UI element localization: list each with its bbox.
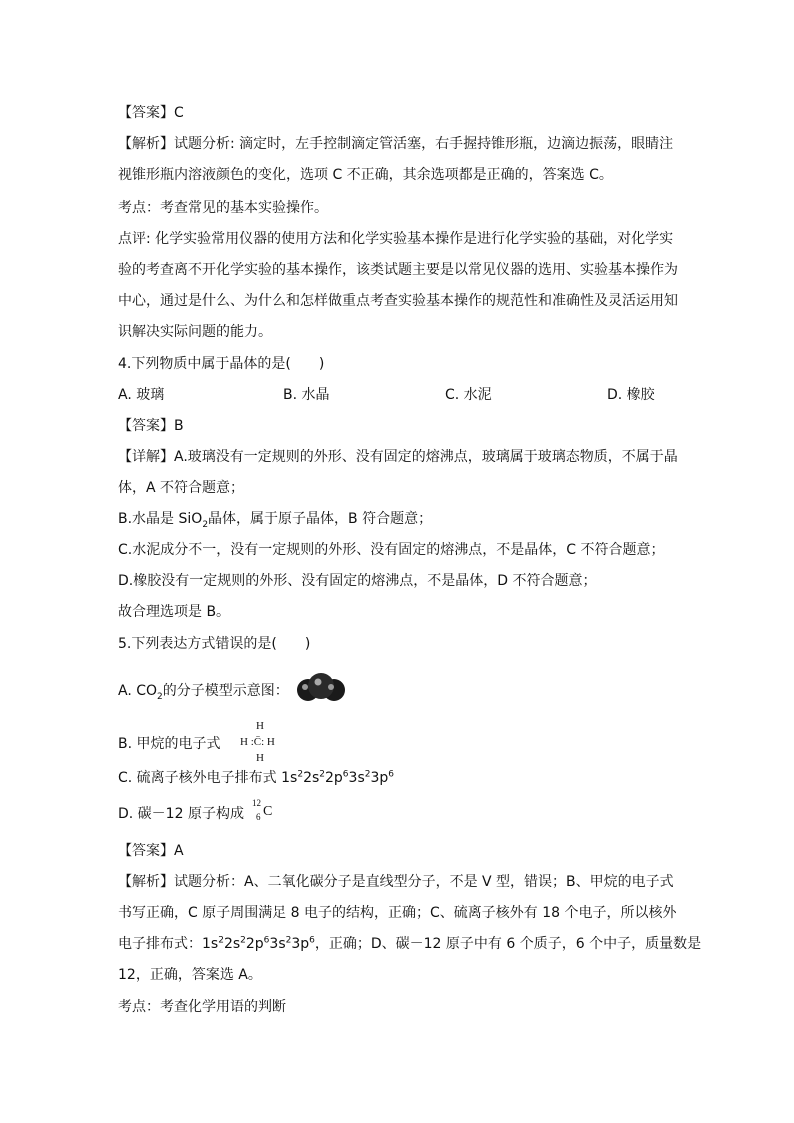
q4-option-d: D. 橡胶: [607, 387, 655, 403]
q4-detail-c: C.水泥成分不一，没有一定规则的外形、没有固定的熔沸点，不是晶体，C 不符合题意；: [118, 542, 665, 558]
q5-analysis-line-3-post: ，正确；D、碳－12 原子中有 6 个质子，6 个中子，质量数是: [314, 936, 702, 952]
electron-config-part: 2: [297, 769, 304, 780]
q3-analysis-line-2: 视锥形瓶内溶液颜色的变化，选项 C 不正确，其余选项都是正确的，答案选 C。: [118, 167, 613, 183]
q5-analysis-line-2: 书写正确，C 原子周围满足 8 电子的结构，正确；C、硫离子核外有 18 个电子，所以核外: [118, 905, 677, 921]
q5-analysis-line-1: 【解析】试题分析：A、二氧化碳分子是直线型分子，不是 V 型，错误；B、甲烷的电子式: [118, 874, 674, 890]
q4-answer: 【答案】B: [118, 418, 184, 434]
electron-config-part: 2: [285, 935, 292, 946]
electron-config-part: 2: [319, 769, 325, 780]
q5-option-a-pre: A. CO: [118, 683, 158, 699]
q5-option-c: [118, 768, 394, 788]
q4-stem: 4.下列物质中属于晶体的是( ): [118, 356, 325, 372]
q5-analysis-line-3-pre: 电子排布式：1s: [118, 936, 219, 952]
q4-detail-line-1: 【详解】A.玻璃没有一定规则的外形、没有固定的熔沸点，玻璃属于玻璃态物质，不属于晶: [118, 449, 678, 465]
methane-h-c-h: H :C̈: H: [240, 736, 275, 748]
electron-config-part: 2s: [223, 936, 241, 952]
sulfur-ion-electron-config: [297, 770, 394, 786]
q4-option-b: B. 水晶: [283, 387, 330, 403]
q4-detail-b-sub: 2: [202, 519, 209, 530]
electron-config-part: 2p: [245, 936, 264, 952]
isotope-atomic-number: 6: [256, 812, 261, 822]
q5-analysis-line-4: 12，正确，答案选 A。: [118, 967, 262, 983]
q3-answer: 【答案】C: [118, 105, 184, 121]
electron-config-part: 6: [388, 769, 394, 780]
q4-detail-b-post: 晶体，属于原子晶体，B 符合题意；: [208, 511, 433, 527]
electron-config-part: 3s: [348, 770, 365, 786]
q4-detail-line-2: 体，A 不符合题意；: [118, 480, 245, 496]
methane-h-top: H: [256, 720, 264, 732]
q5-option-a-sub: 2: [157, 691, 163, 702]
co2-molecule-model-image: [296, 670, 346, 706]
highlight-center: [315, 679, 322, 686]
electron-config-part: 6: [263, 935, 270, 946]
electron-config-part: 3p: [291, 936, 310, 952]
isotope-mass-number: 12: [252, 798, 261, 808]
electron-config-part: 2: [364, 769, 371, 780]
electron-config-part: 6: [342, 769, 349, 780]
q5-option-c-text: C. 硫离子核外电子排布式 1s: [118, 770, 298, 786]
q3-kaodian: 考点：考查常见的基本实验操作。: [118, 200, 328, 216]
q4-detail-b: [118, 509, 432, 529]
q5-option-b: B. 甲烷的电子式: [118, 736, 221, 752]
q5-option-a: [118, 681, 289, 701]
q5-answer: 【答案】A: [118, 843, 184, 859]
isotope-symbol: C: [263, 804, 273, 819]
q3-comment-line-2: 验的考查离不开化学实验的基本操作，该类试题主要是以常见仪器的选用、实验基本操作为: [118, 262, 678, 278]
highlight-left: [302, 684, 308, 690]
q5-option-d: D. 碳－12 原子构成: [118, 806, 244, 822]
electron-config-part: 2: [218, 935, 224, 946]
q3-comment-line-1: 点评: 化学实验常用仪器的使用方法和化学实验基本操作是进行化学实验的基础，对化学实: [118, 231, 674, 247]
q4-detail-b-pre: B.水晶是 SiO: [118, 511, 203, 527]
electron-config-part: 6: [309, 935, 315, 946]
q5-option-a-post: 的分子模型示意图：: [162, 683, 289, 699]
methane-h-bottom: H: [256, 752, 264, 764]
electron-config-part: 2: [240, 935, 246, 946]
q4-conclusion: 故合理选项是 B。: [118, 604, 231, 620]
q4-detail-d: D.橡胶没有一定规则的外形、没有固定的熔沸点，不是晶体，D 不符合题意；: [118, 573, 597, 589]
sulfur-ion-electron-config-2: [218, 936, 315, 952]
electron-config-part: 2p: [325, 770, 343, 786]
q5-kaodian: 考点：考查化学用语的判断: [118, 999, 286, 1015]
q4-option-c: C. 水泥: [445, 387, 492, 403]
q3-comment-line-3: 中心，通过是什么、为什么和怎样做重点考查实验基本操作的规范性和准确性及灵活运用知: [118, 293, 678, 309]
q4-option-a: A. 玻璃: [118, 387, 165, 403]
electron-config-part: 3p: [370, 770, 389, 786]
electron-config-part: 3s: [269, 936, 286, 952]
q3-comment-line-4: 识解决实际问题的能力。: [118, 324, 272, 340]
q3-analysis-line-1: 【解析】试题分析: 滴定时，左手控制滴定管活塞，右手握持锥形瓶，边滴边振荡，眼睛注: [118, 136, 674, 152]
highlight-right: [328, 684, 334, 690]
electron-config-part: 2s: [303, 770, 320, 786]
q5-analysis-line-3: [118, 934, 701, 954]
q5-stem: 5.下列表达方式错误的是( ): [118, 636, 311, 652]
